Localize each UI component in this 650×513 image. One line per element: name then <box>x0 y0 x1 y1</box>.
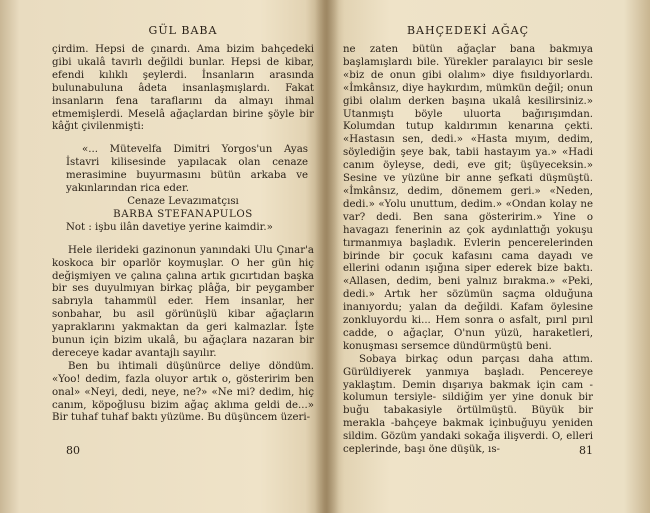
left-paragraph-2: Hele ilerideki gazinonun yanındaki Ulu Çınar'a koskoca bir oparlör koymuşlar. O her gün hiç değişmiyen ve çalına çalına artık gıcırtıdan başka bir ses duyulmıyan birkaç plâğa, bir peygamber sabrıyla tahammül eder. Hem insanlar, her sonbahar, bu asil görünüşlü kibar ağaçların yapraklarını yakmaktan da geri kalmazlar. İşte bunun için bizim ukalâ, bu ağaçlara nazaran bir dereceye kadar avantajlı sayılır. <box>52 244 314 359</box>
right-paragraph-2: Sobaya birkaç odun parçası daha attım. Gürüldiyerek yanmıya başladı. Pencereye yaklaştım. Demin dışarıya bakmak için cam -kolumun tersiyle- sildiğim yer yine donuk bir buğu tabakasiyle örtülmüştü. Büyük bir merakla -bahçeye bakmak içinbuğuyu yeniden sildim. Gözüm yandaki sokağa ilişverdi. O, elleri ceplerinde, başı öne düşük, ıs- <box>343 353 593 456</box>
right-page-number: 81 <box>579 444 593 457</box>
right-page-text <box>343 44 593 457</box>
book-gutter <box>315 0 339 513</box>
right-running-header: BAHÇEDEKİ AĞAÇ <box>406 24 530 37</box>
left-running-header: GÜL BABA <box>148 24 218 37</box>
left-paragraph-1: çirdim. Hepsi de çınardı. Ama bizim bahçedeki gibi ukalâ tavırlı değildi bunlar. Hepsi de kibar, efendi kılıklı şeylerdi. İnsanların arasında bulunabuluna âdeta insanlaşmışlardı. Fakat insanların fena taraflarını da almayı ihmal etmemişlerdi. Meselâ ağaçlardan birine şöyle bir kâğıt çivilenmişti: <box>52 44 314 133</box>
right-paragraph-1: ne zaten bütün ağaçlar bana bakmıya başlamışlardı bile. Yürekler paralayıcı bir sesle «biz de onun gibi olalım» diye fısıldıyorlardı. «İmkânsız, diye haykırdım, mümkün değil; onun gibi olalım derken başına ukalâ kesilirsiniz.» Utanmıştı böyle uluorta bağırışımdan. Kolumdan tutup kaldırımın kenarına çekti. «Hastasın sen, dedi.» «Hasta mıyım, dedim, söylediğin şeye bak, tabii hastayım ya.» «Hadi canım öyleyse, dedi, eve git; üşüyeceksin.» Sesine ve yüzüne bir anne şefkati düşmüştü. «İmkânsız, dedim, dönemem geri.» «Neden, dedi.» «Yolu unuttum, dedim.» «Ondan kolay ne var? dedi. Ben sana gösteririm.» Yine o havagazı fenerinin az çok aydınlattığı yokuşu tırmanmıya başladık. Evlerin pencerelerinden birinde bir çocuk kafasını cama dayadı ve ellerini odanın ışığına siper ederek bize baktı. «Allasen, dedim, beni yalnız bırakma.» «Peki, dedi.» Artık her sözümün saçma olduğuna inanıyordu; yalan da değildi. Kafam öylesine zonkluyordu ki... Hem sonra o asfalt, pırıl pırıl cadde, o ağaçlar, O'nun yüzü, haraketleri, konuşması sersemce dündürmüştü beni. <box>343 44 593 352</box>
funeral-notice-signature-title: Cenaze Levazımatçısı <box>127 195 239 207</box>
left-page-text <box>52 44 314 425</box>
funeral-notice-signature-name: BARBA STEFANAPULOS <box>113 208 253 220</box>
funeral-notice-quote: «... Mütevelfa Dimitri Yorgos'un Ayas İstavri kilisesinde yapılacak olan cenaze merasimine buyurmasını bütün arkaba ve yakınlarından rica eder. <box>66 144 308 195</box>
right-page <box>343 0 593 513</box>
left-page <box>52 0 314 513</box>
funeral-notice-note: Not : işbu ilân davetiye yerine kaimdir.» <box>66 221 273 233</box>
left-page-number: 80 <box>66 444 80 457</box>
left-paragraph-3: Ben bu ihtimali düşünürce deliye döndüm. «Yoo! dedim, fazla oluyor artık o, gösteririm ben onal» «Neyi, dedi, neye, ne?» «Ne mi? dedim, hiç canım, köpoğlusu bizim ağaç aklıma geldi de...» Bir tuhaf tuhaf baktı yüzüme. Bu düşüncem üzeri- <box>52 360 314 424</box>
